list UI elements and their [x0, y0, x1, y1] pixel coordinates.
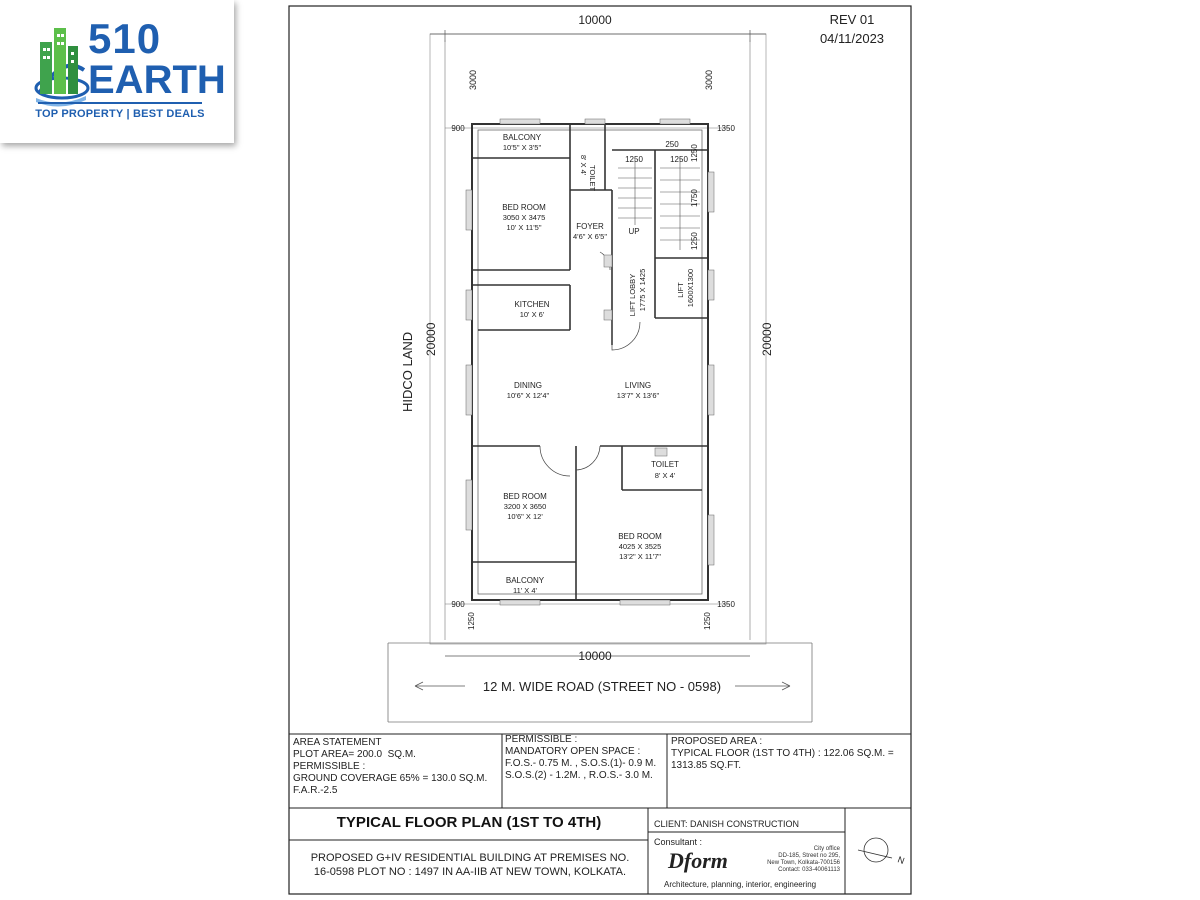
room-toilet-2-size: 8' X 4'	[654, 471, 676, 480]
plan-title: TYPICAL FLOOR PLAN (1ST TO 4TH)	[336, 814, 602, 831]
project-description	[292, 851, 648, 879]
room-kitchen-name: KITCHEN	[514, 300, 550, 309]
site-side-label: HIDCO LAND	[400, 331, 415, 412]
dim-stair-250: 250	[665, 140, 679, 149]
revision-number: REV 01	[829, 12, 875, 27]
room-balcony-top-size: 10'5" X 3'5"	[502, 143, 542, 152]
room-lift-lobby-size: 1775 X 1425	[638, 268, 647, 312]
room-living-name: LIVING	[624, 381, 652, 390]
dim-left-margin-bottom: 900	[451, 600, 465, 609]
dim-stair-v1250-b: 1250	[690, 232, 699, 250]
room-bedroom-1-name: BED ROOM	[502, 203, 546, 212]
revision-date: 04/11/2023	[819, 31, 885, 46]
stair-up-label: UP	[628, 227, 640, 236]
building-outline	[472, 124, 708, 600]
consultant-logo: Dform	[668, 848, 728, 873]
room-bedroom-2-size1: 3200 X 3650	[503, 502, 547, 511]
dim-stair-v1250-a: 1250	[690, 144, 699, 162]
brand-number: 510	[88, 15, 162, 62]
dim-right-height: 20000	[760, 322, 774, 356]
dim-stair-v1750: 1750	[690, 189, 699, 207]
north-label: N	[896, 854, 906, 866]
proposed-area: PROPOSED AREA : TYPICAL FLOOR (1ST TO 4TH) : 122.06 SQ.M. = 1313.85 SQ.FT.	[671, 736, 894, 771]
dim-stair-1250-b: 1250	[670, 155, 688, 164]
consultant-label: Consultant :	[654, 837, 703, 847]
brand-tagline: TOP PROPERTY | BEST DEALS	[35, 108, 205, 120]
dim-front-setback-left: 3000	[468, 69, 478, 90]
room-dining-size: 10'6" X 12'4"	[506, 391, 550, 400]
plot-boundary	[430, 34, 766, 644]
room-lift-size: 1600X1300	[686, 268, 695, 308]
road-label: 12 M. WIDE ROAD (STREET NO - 0598)	[482, 679, 722, 694]
room-balcony-bottom-name: BALCONY	[505, 576, 545, 585]
room-toilet-1-name: TOILET	[588, 164, 597, 192]
dim-right-margin-top: 1350	[717, 124, 735, 133]
room-foyer-name: FOYER	[576, 222, 604, 231]
room-balcony-bottom-size: 11' X 4'	[513, 586, 537, 595]
permissible-open-space: PERMISSIBLE : MANDATORY OPEN SPACE : F.O.S.- 0.75 M. , S.O.S.(1)- 0.9 M. S.O.S.(2) - 1.2M. , R.O.S.- 3.0 M.	[505, 734, 657, 781]
dim-rear-setback-right: 1250	[703, 612, 712, 630]
room-toilet-2-name: TOILET	[651, 460, 679, 469]
brand-word: EARTH	[88, 58, 226, 102]
room-bedroom-2-name: BED ROOM	[503, 492, 547, 501]
room-dining-name: DINING	[514, 381, 542, 390]
dim-rear-setback-left: 1250	[467, 612, 476, 630]
room-bedroom-1-size1: 3050 X 3475	[502, 213, 546, 222]
dim-left-height: 20000	[424, 322, 438, 356]
dim-right-margin-bottom: 1350	[717, 600, 735, 609]
room-kitchen-size: 10' X 6'	[519, 310, 545, 319]
dim-bottom-width: 10000	[578, 649, 612, 663]
north-arrow-icon	[864, 838, 888, 862]
consultant-tagline: Architecture, planning, interior, engineering	[664, 880, 817, 889]
project-description-text: PROPOSED G+IV RESIDENTIAL BUILDING AT PREMISES NO. 16-0598 PLOT NO : 1497 IN AA-IIB AT NEW TOWN, KOLKATA.	[310, 852, 630, 878]
room-bedroom-3-name: BED ROOM	[618, 532, 662, 541]
area-statement: AREA STATEMENT PLOT AREA= 200.0 SQ.M. PERMISSIBLE : GROUND COVERAGE 65% = 130.0 SQ.M. F.A.R.-2.5	[293, 737, 488, 796]
client-name: CLIENT: DANISH CONSTRUCTION	[654, 819, 800, 829]
room-bedroom-1-size2: 10' X 11'5"	[506, 223, 542, 232]
room-living-size: 13'7" X 13'6"	[616, 391, 660, 400]
room-bedroom-3-size2: 13'2" X 11'7"	[619, 552, 661, 561]
room-bedroom-3-size1: 4025 X 3525	[618, 542, 662, 551]
room-foyer-size: 4'6" X 6'5"	[572, 232, 608, 241]
consultant-office-address: City office DD-185, Street no 295, New Town, Kolkata-700156 Contact: 033-40061113	[767, 846, 840, 873]
dim-front-setback-right: 3000	[704, 69, 714, 90]
dim-stair-1250-a: 1250	[625, 155, 643, 164]
room-toilet-1-size: 8' X 4'	[579, 154, 588, 176]
room-lift-lobby-name: LIFT LOBBY	[628, 273, 637, 317]
room-lift-name: LIFT	[676, 282, 685, 298]
dim-left-margin-top: 900	[451, 124, 465, 133]
room-bedroom-2-size2: 10'6" X 12'	[507, 512, 543, 521]
dim-top-width: 10000	[578, 13, 612, 27]
room-balcony-top-name: BALCONY	[502, 133, 542, 142]
